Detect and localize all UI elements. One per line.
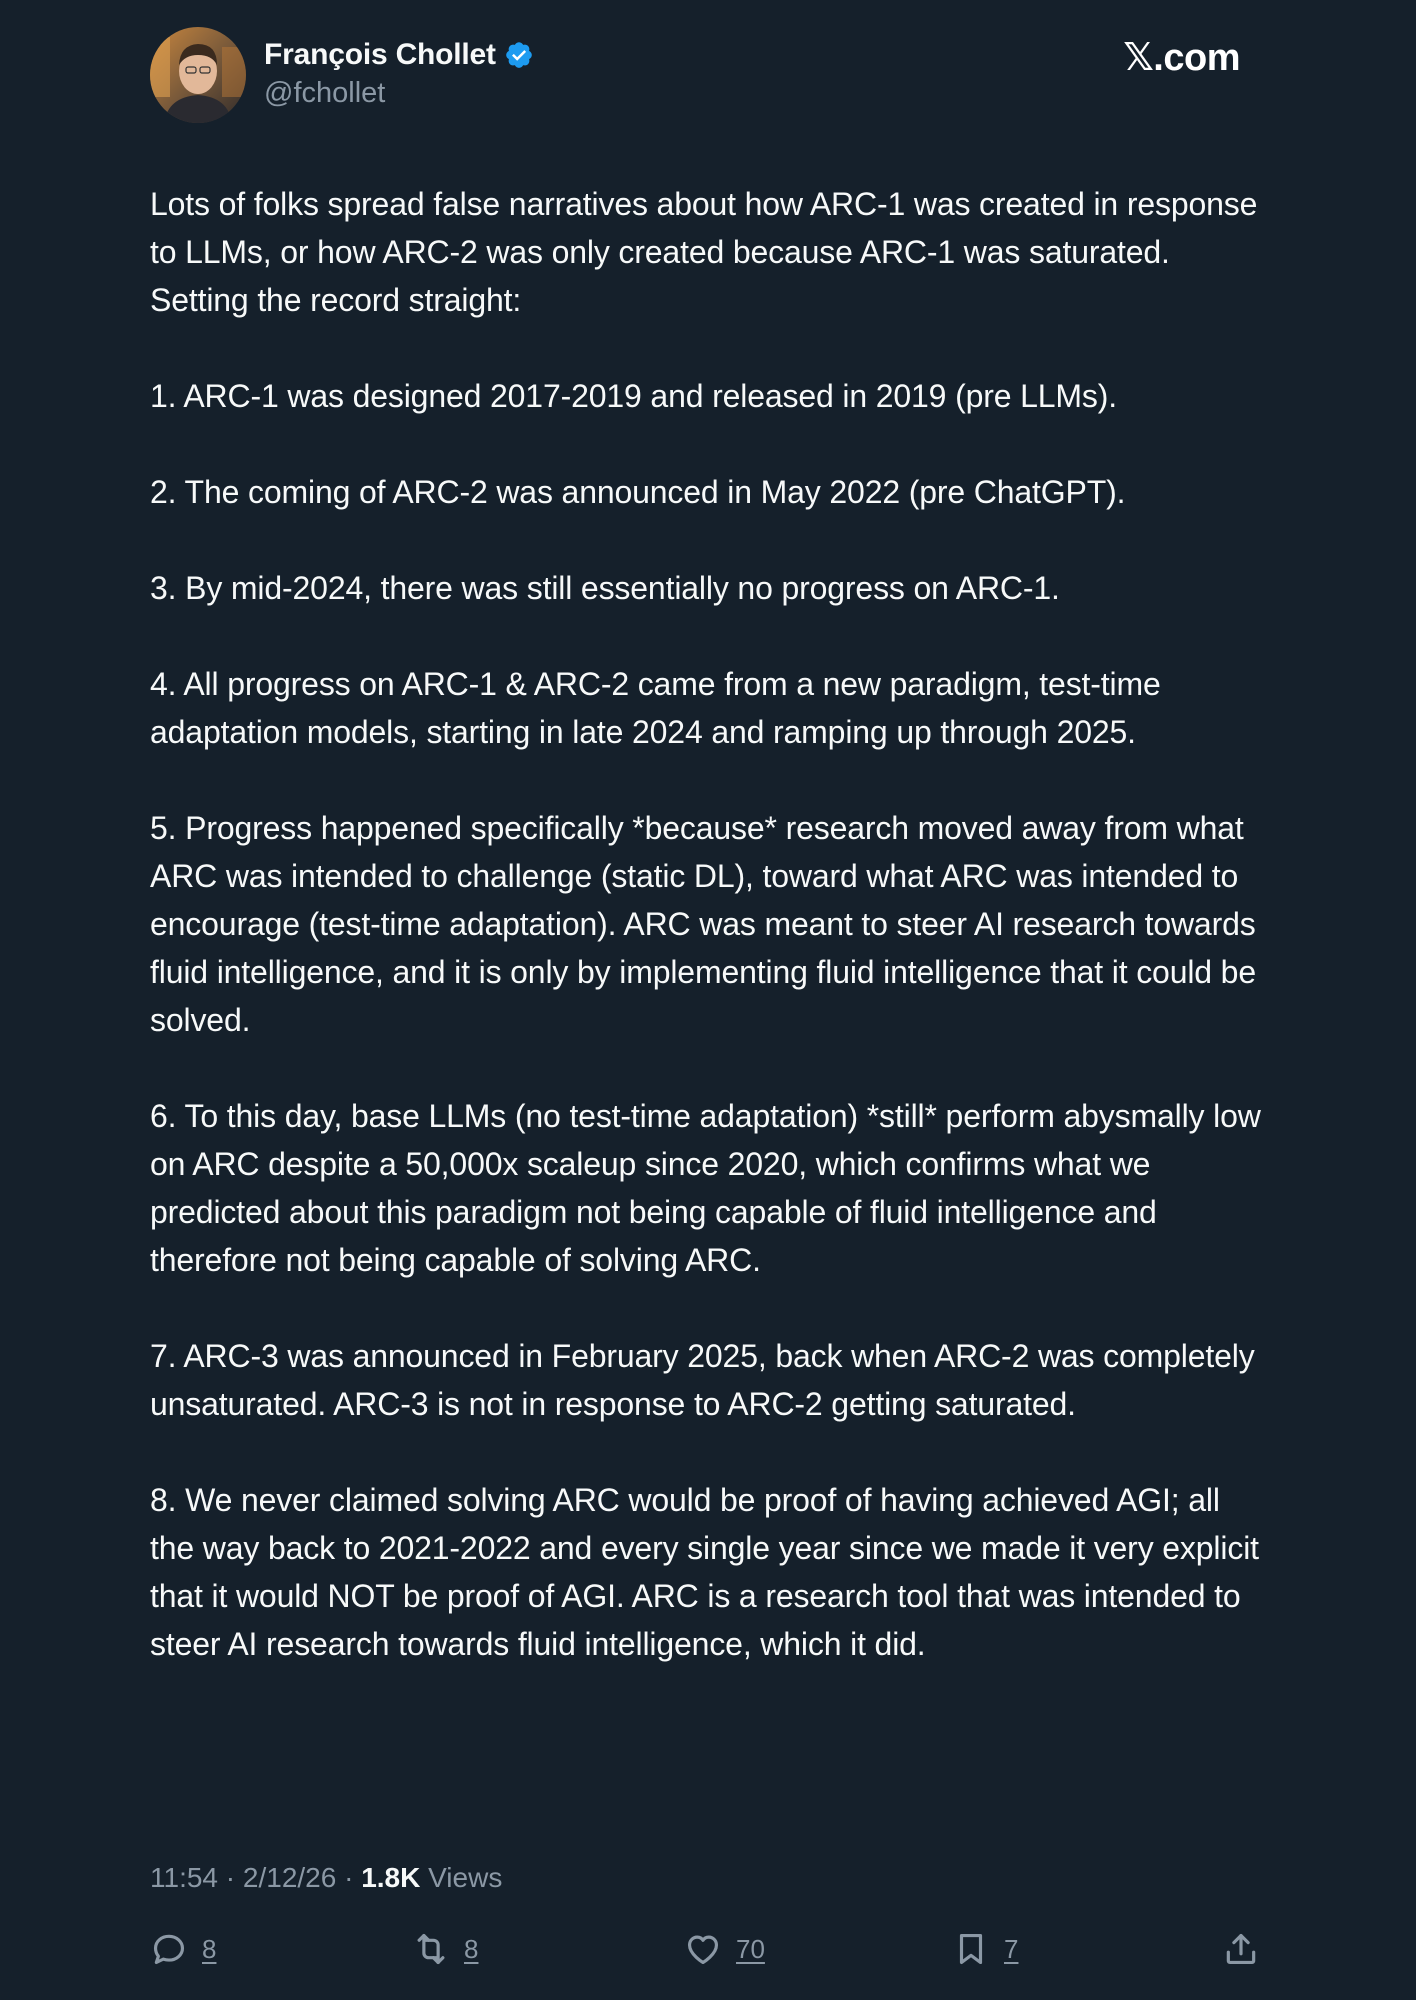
author-display-name[interactable]: François Chollet [264,38,496,71]
repost-count[interactable]: 8 [464,1933,479,1964]
views-count: 1.8K [361,1862,421,1893]
author-handle[interactable]: @fchollet [264,77,386,109]
post-header [150,27,1240,127]
views-label: Views [420,1862,503,1893]
name-row [264,37,534,73]
action-bar [150,1930,1260,1974]
avatar[interactable] [150,27,246,123]
post-date[interactable]: 2/12/26 [242,1862,337,1893]
bookmark-count[interactable]: 7 [1004,1933,1019,1964]
reply-count[interactable]: 8 [202,1933,217,1964]
post-time[interactable]: 11:54 [150,1862,218,1893]
meta-separator: · [218,1862,243,1893]
bookmark-button[interactable] [952,1930,1018,1968]
like-button[interactable] [684,1930,765,1968]
share-button[interactable] [1222,1930,1260,1968]
avatar-image [150,27,246,123]
bookmark-icon [952,1930,990,1968]
post-text: Lots of folks spread false narratives about how ARC-1 was created in response to LLMs, or how ARC-2 was only created because ARC-1 was saturated. Setting the record straight: 1. ARC-1 was designed 2017-2019 and released in 2019 (pre LLMs). 2. The coming of ARC-2 was announced in May 2022 (pre ChatGPT). 3. By mid-2024, there was still essentially no progress on ARC-1. 4. All progress on ARC-1 & ARC-2 came from a new paradigm, test-time adaptation models, starting in late 2024 and ramping up through 2025. 5. Progress happened specifically *because* research moved away from what ARC was intended to challenge (static DL), toward what ARC was intended to encourage (test-time adaptation). ARC was meant to steer AI research towards fluid intelligence, and it is only by implementing fluid intelligence that it could be solved. 6. To this day, base LLMs (no test-time adaptation) *still* perform abysmally low on ARC despite a 50,000x scaleup since 2020, which confirms what we predicted about this paradigm not being capable of fluid intelligence and therefore not being capable of solving ARC. 7. ARC-3 was announced in February 2025, back when ARC-2 was completely unsaturated. ARC-3 is not in response to ARC-2 getting saturated. 8. We never claimed solving ARC would be proof of having achieved AGI; all the way back to 2021-2022 and every single year since we made it very explicit that it would NOT be proof of AGI. ARC is a research tool that was intended to steer AI research towards fluid intelligence, which it did. [150,186,1261,1662]
repost-icon [412,1930,450,1968]
post-meta [150,1862,502,1894]
verified-badge-icon [504,40,534,70]
repost-button[interactable] [412,1930,478,1968]
x-logo: 𝕏.com [1123,37,1240,79]
meta-separator: · [336,1862,362,1893]
like-count[interactable]: 70 [736,1933,765,1964]
reply-button[interactable] [150,1930,216,1968]
heart-icon [684,1930,722,1968]
reply-icon [150,1930,188,1968]
share-icon [1222,1930,1260,1968]
author-info [264,37,534,110]
